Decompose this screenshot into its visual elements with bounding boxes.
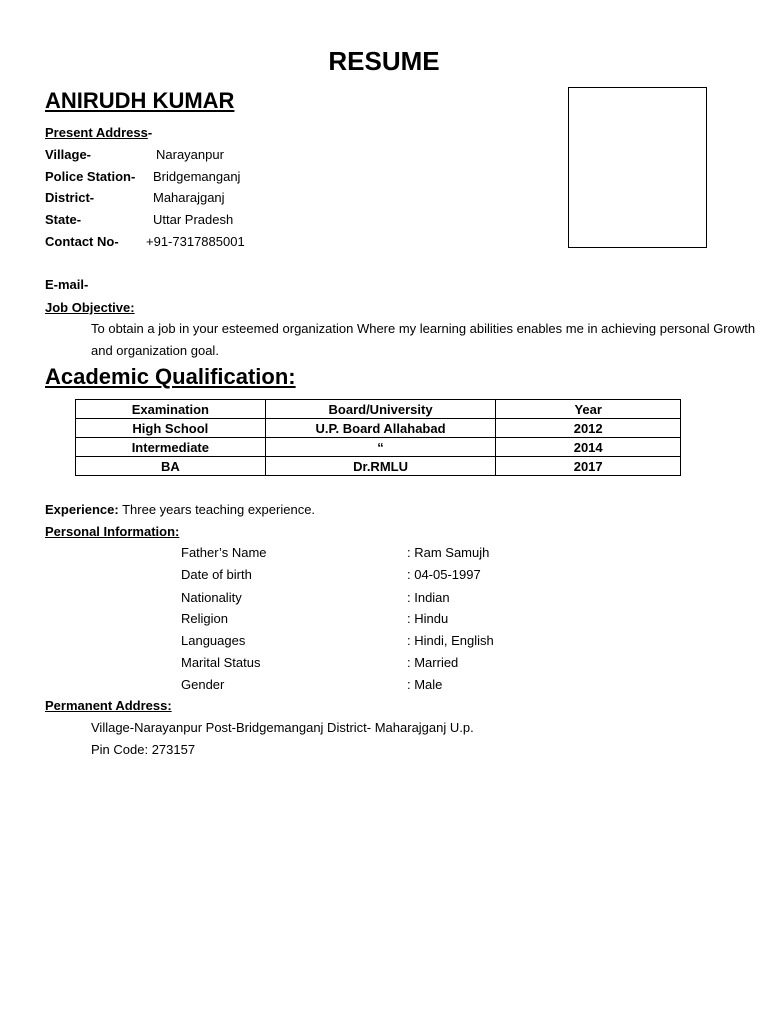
table-cell: 2017: [496, 457, 681, 476]
table-row: [76, 457, 681, 476]
table-header-row: [76, 400, 681, 419]
personal-value: : Indian: [407, 590, 450, 605]
personal-label: Nationality: [181, 590, 242, 605]
academic-table: [75, 399, 681, 476]
permanent-address-pincode: Pin Code: 273157: [91, 742, 196, 757]
personal-label: Marital Status: [181, 655, 261, 670]
job-objective-text: To obtain a job in your esteemed organization Where my learning abilities enables me in achieving personal Growth and organization goal.: [91, 321, 756, 358]
present-address-heading: Present Address: [45, 125, 148, 140]
table-cell: Intermediate: [76, 438, 266, 457]
present-address-heading-wrap: [45, 125, 152, 140]
table-header-cell: Year: [496, 400, 681, 419]
table-cell: High School: [76, 419, 266, 438]
academic-heading: Academic Qualification:: [45, 364, 296, 389]
address-label-police-station: Police Station-: [45, 169, 136, 184]
table-cell: Dr.RMLU: [265, 457, 496, 476]
table-cell: 2012: [496, 419, 681, 438]
personal-label: Languages: [181, 633, 246, 648]
address-value-district: Maharajganj: [153, 190, 225, 205]
experience-label: Experience:: [45, 502, 119, 517]
table-row: [76, 419, 681, 438]
table-header-cell: Board/University: [265, 400, 496, 419]
address-value-contact: +91-7317885001: [146, 234, 245, 249]
personal-value: : Hindu: [407, 611, 449, 626]
personal-value: : Male: [407, 677, 443, 692]
table-cell: U.P. Board Allahabad: [265, 419, 496, 438]
experience-text: Three years teaching experience.: [122, 502, 316, 517]
job-objective-heading: Job Objective:: [45, 300, 135, 315]
address-value-state: Uttar Pradesh: [153, 212, 234, 227]
email-label: E-mail-: [45, 277, 89, 292]
experience-line: [45, 502, 315, 517]
personal-value: : 04-05-1997: [407, 567, 481, 582]
address-label-state: State-: [45, 212, 82, 227]
personal-value: : Ram Samujh: [407, 545, 490, 560]
address-label-village: Village-: [45, 147, 92, 162]
permanent-address-line1: Village-Narayanpur Post-Bridgemanganj District- Maharajganj U.p.: [91, 720, 474, 735]
address-value-village: Narayanpur: [156, 147, 224, 162]
personal-info-heading: Personal Information:: [45, 524, 180, 539]
table-cell: “: [265, 438, 496, 457]
table-cell: BA: [76, 457, 266, 476]
address-label-contact: Contact No-: [45, 234, 119, 249]
address-value-police-station: Bridgemanganj: [153, 169, 241, 184]
personal-label: Date of birth: [181, 567, 252, 582]
permanent-address-heading: Permanent Address:: [45, 698, 172, 713]
table-header-cell: Examination: [76, 400, 266, 419]
table-row: [76, 438, 681, 457]
document-title: RESUME: [328, 46, 440, 76]
personal-label: Father’s Name: [181, 545, 267, 560]
personal-value: : Married: [407, 655, 459, 670]
personal-label: Religion: [181, 611, 228, 626]
photo-box: [568, 87, 707, 248]
candidate-name: ANIRUDH KUMAR: [45, 88, 235, 113]
table-cell: 2014: [496, 438, 681, 457]
address-label-district: District-: [45, 190, 95, 205]
personal-value: : Hindi, English: [407, 633, 494, 648]
present-address-heading-suffix: -: [147, 125, 153, 140]
personal-label: Gender: [181, 677, 225, 692]
